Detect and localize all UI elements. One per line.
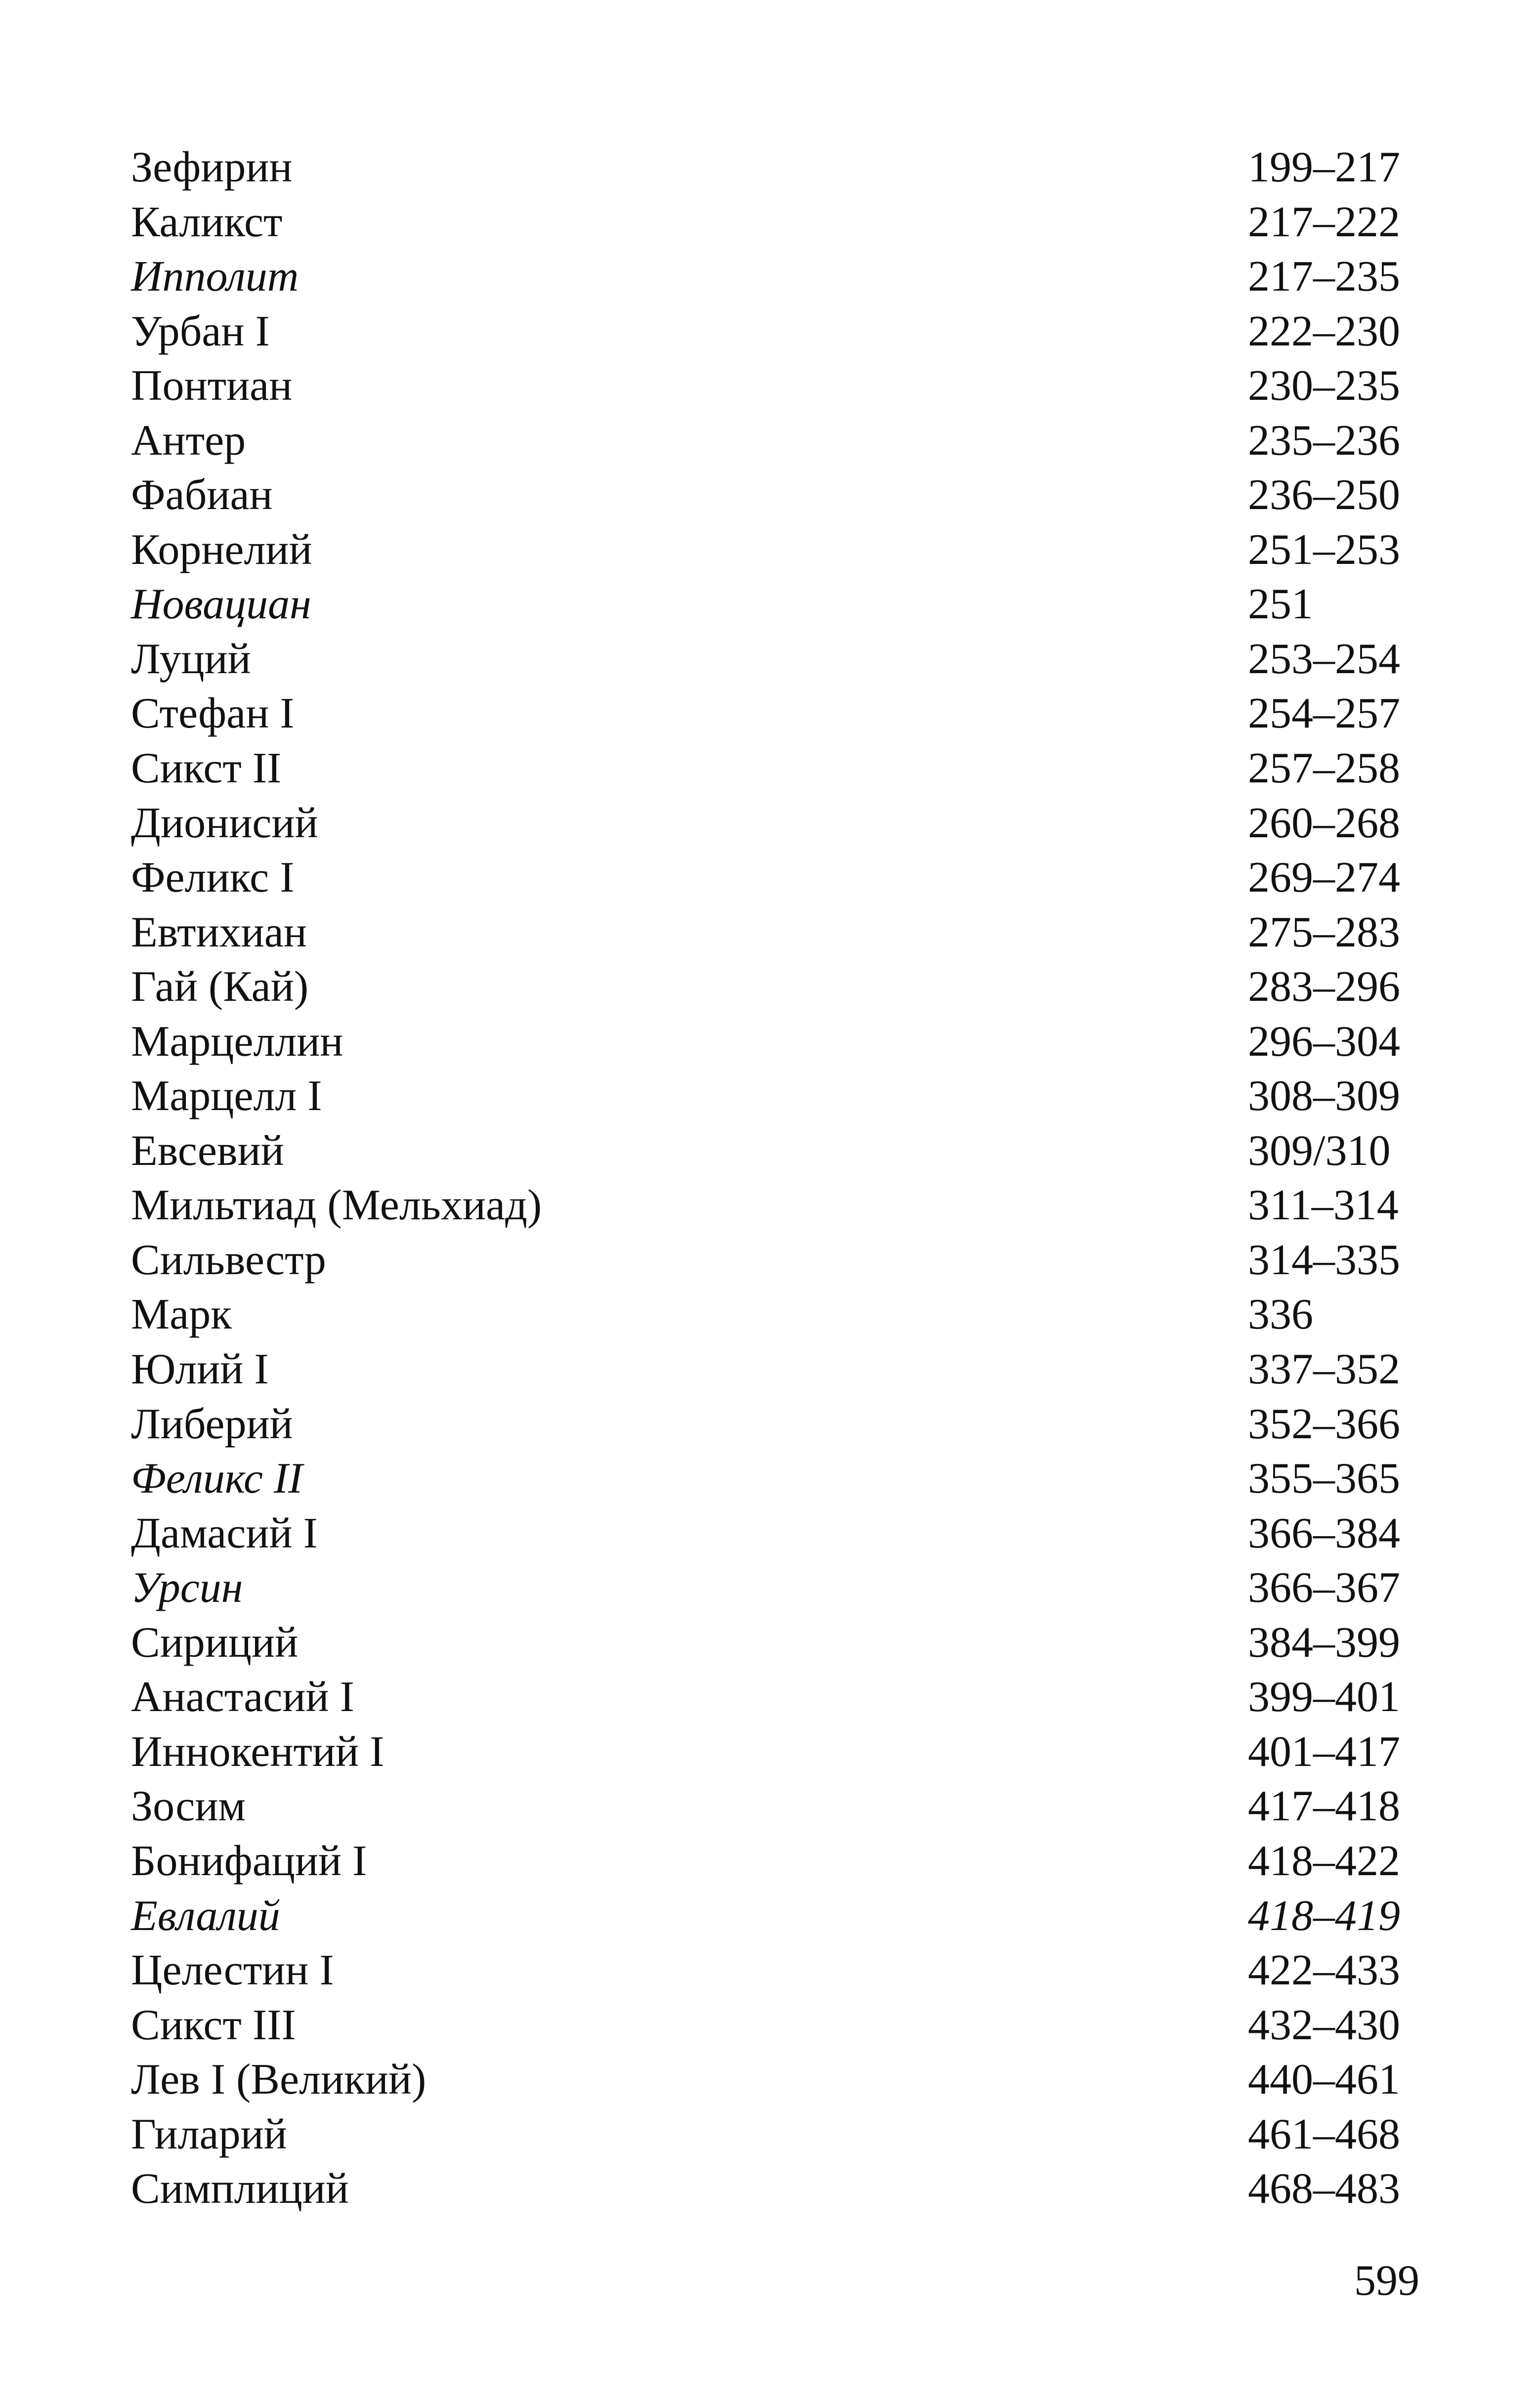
pope-name: Понтиан (131, 362, 293, 410)
reign-years: 260–268 (1248, 799, 1400, 847)
pope-name: Марцелл I (131, 1072, 322, 1120)
list-item (131, 1561, 1426, 1616)
pope-name: Зосим (131, 1782, 246, 1831)
reign-years: 401–417 (1248, 1727, 1400, 1776)
list-item (131, 1670, 1426, 1725)
reign-years: 314–335 (1248, 1236, 1400, 1284)
reign-years: 336 (1248, 1290, 1313, 1339)
reign-years: 251–253 (1248, 525, 1400, 574)
pope-name: Сикст II (131, 744, 282, 793)
reign-years: 309/310 (1248, 1126, 1391, 1175)
list-item (131, 1889, 1426, 1944)
pope-name: Марцеллин (131, 1017, 343, 1066)
list-item (131, 687, 1426, 741)
list-item (131, 1342, 1426, 1397)
reign-years: 296–304 (1248, 1017, 1400, 1066)
reign-years: 366–367 (1248, 1564, 1400, 1612)
pope-name: Либерий (131, 1400, 293, 1448)
list-item (131, 741, 1426, 796)
pope-name: Юлий I (131, 1345, 269, 1394)
pope-name: Сириций (131, 1618, 299, 1667)
reign-years: 275–283 (1248, 908, 1400, 956)
list-item (131, 140, 1426, 195)
reign-years: 257–258 (1248, 744, 1400, 793)
pope-name: Симплиций (131, 2165, 349, 2213)
list-item (131, 1397, 1426, 1452)
reign-years: 251 (1248, 580, 1313, 629)
pope-name: Иннокентий I (131, 1727, 385, 1776)
pope-name: Корнелий (131, 525, 312, 574)
pope-name: Ипполит (131, 253, 299, 301)
reign-years: 253–254 (1248, 635, 1400, 683)
reign-years: 199–217 (1248, 143, 1400, 191)
pope-name: Антер (131, 416, 246, 465)
list-item (131, 1069, 1426, 1124)
reign-years: 311–314 (1248, 1181, 1399, 1230)
list-item (131, 523, 1426, 578)
page-number: 599 (1354, 2257, 1419, 2305)
pope-name: Урбан I (131, 307, 270, 355)
pope-name: Сильвестр (131, 1236, 326, 1284)
popes-list (131, 140, 1426, 2217)
pope-name: Марк (131, 1290, 232, 1339)
reign-years: 283–296 (1248, 963, 1400, 1011)
list-item (131, 1124, 1426, 1179)
list-item (131, 796, 1426, 851)
pope-name: Фабиан (131, 471, 273, 519)
list-item (131, 1616, 1426, 1671)
list-item (131, 1779, 1426, 1834)
pope-name: Евсевий (131, 1126, 284, 1175)
reign-years: 418–419 (1248, 1891, 1400, 1940)
pope-name: Целестин I (131, 1946, 334, 1995)
list-item (131, 577, 1426, 632)
pope-name: Феликс I (131, 854, 295, 902)
pope-name: Евлалий (131, 1891, 280, 1940)
list-item (131, 2107, 1426, 2162)
pope-name: Гай (Кай) (131, 963, 309, 1011)
list-item (131, 359, 1426, 414)
list-item (131, 2053, 1426, 2107)
pope-name: Урсин (131, 1564, 243, 1612)
list-item (131, 2162, 1426, 2217)
reign-years: 352–366 (1248, 1400, 1400, 1448)
reign-years: 418–422 (1248, 1837, 1400, 1885)
reign-years: 417–418 (1248, 1782, 1400, 1831)
reign-years: 337–352 (1248, 1345, 1400, 1394)
pope-name: Дионисий (131, 799, 318, 847)
reign-years: 269–274 (1248, 854, 1400, 902)
reign-years: 230–235 (1248, 362, 1400, 410)
pope-name: Новациан (131, 580, 311, 629)
list-item (131, 1506, 1426, 1561)
pope-name: Стефан I (131, 689, 295, 738)
reign-years: 222–230 (1248, 307, 1400, 355)
list-item (131, 1834, 1426, 1889)
pope-name: Бонифаций I (131, 1837, 367, 1885)
pope-name: Луций (131, 635, 251, 683)
list-item (131, 304, 1426, 359)
reign-years: 366–384 (1248, 1509, 1400, 1557)
list-item (131, 1015, 1426, 1070)
reign-years: 399–401 (1248, 1673, 1400, 1721)
list-item (131, 905, 1426, 960)
pope-name: Зефирин (131, 143, 293, 191)
pope-name: Лев I (Великий) (131, 2056, 427, 2104)
reign-years: 468–483 (1248, 2165, 1400, 2213)
list-item (131, 1725, 1426, 1780)
pope-name: Сикст III (131, 2001, 296, 2049)
pope-name: Гиларий (131, 2110, 287, 2158)
list-item (131, 960, 1426, 1015)
reign-years: 254–257 (1248, 689, 1400, 738)
reign-years: 440–461 (1248, 2056, 1400, 2104)
list-item (131, 851, 1426, 905)
pope-name: Феликс II (131, 1455, 303, 1503)
reign-years: 461–468 (1248, 2110, 1400, 2158)
list-item (131, 1233, 1426, 1288)
pope-name: Анастасий I (131, 1673, 354, 1721)
reign-years: 236–250 (1248, 471, 1400, 519)
reign-years: 217–235 (1248, 253, 1400, 301)
reign-years: 217–222 (1248, 198, 1400, 246)
list-item (131, 1178, 1426, 1233)
reign-years: 355–365 (1248, 1455, 1400, 1503)
list-item (131, 1288, 1426, 1342)
reign-years: 422–433 (1248, 1946, 1400, 1995)
reign-years: 432–430 (1248, 2001, 1400, 2049)
list-item (131, 1452, 1426, 1506)
list-item (131, 1998, 1426, 2053)
reign-years: 384–399 (1248, 1618, 1400, 1667)
list-item (131, 632, 1426, 687)
list-item (131, 468, 1426, 523)
list-item (131, 195, 1426, 250)
pope-name: Каликст (131, 198, 283, 246)
pope-name: Мильтиад (Мельхиад) (131, 1181, 542, 1230)
list-item (131, 414, 1426, 469)
pope-name: Евтихиан (131, 908, 307, 956)
reign-years: 308–309 (1248, 1072, 1400, 1120)
list-item (131, 1943, 1426, 1998)
list-item (131, 250, 1426, 304)
reign-years: 235–236 (1248, 416, 1400, 465)
pope-name: Дамасий I (131, 1509, 318, 1557)
